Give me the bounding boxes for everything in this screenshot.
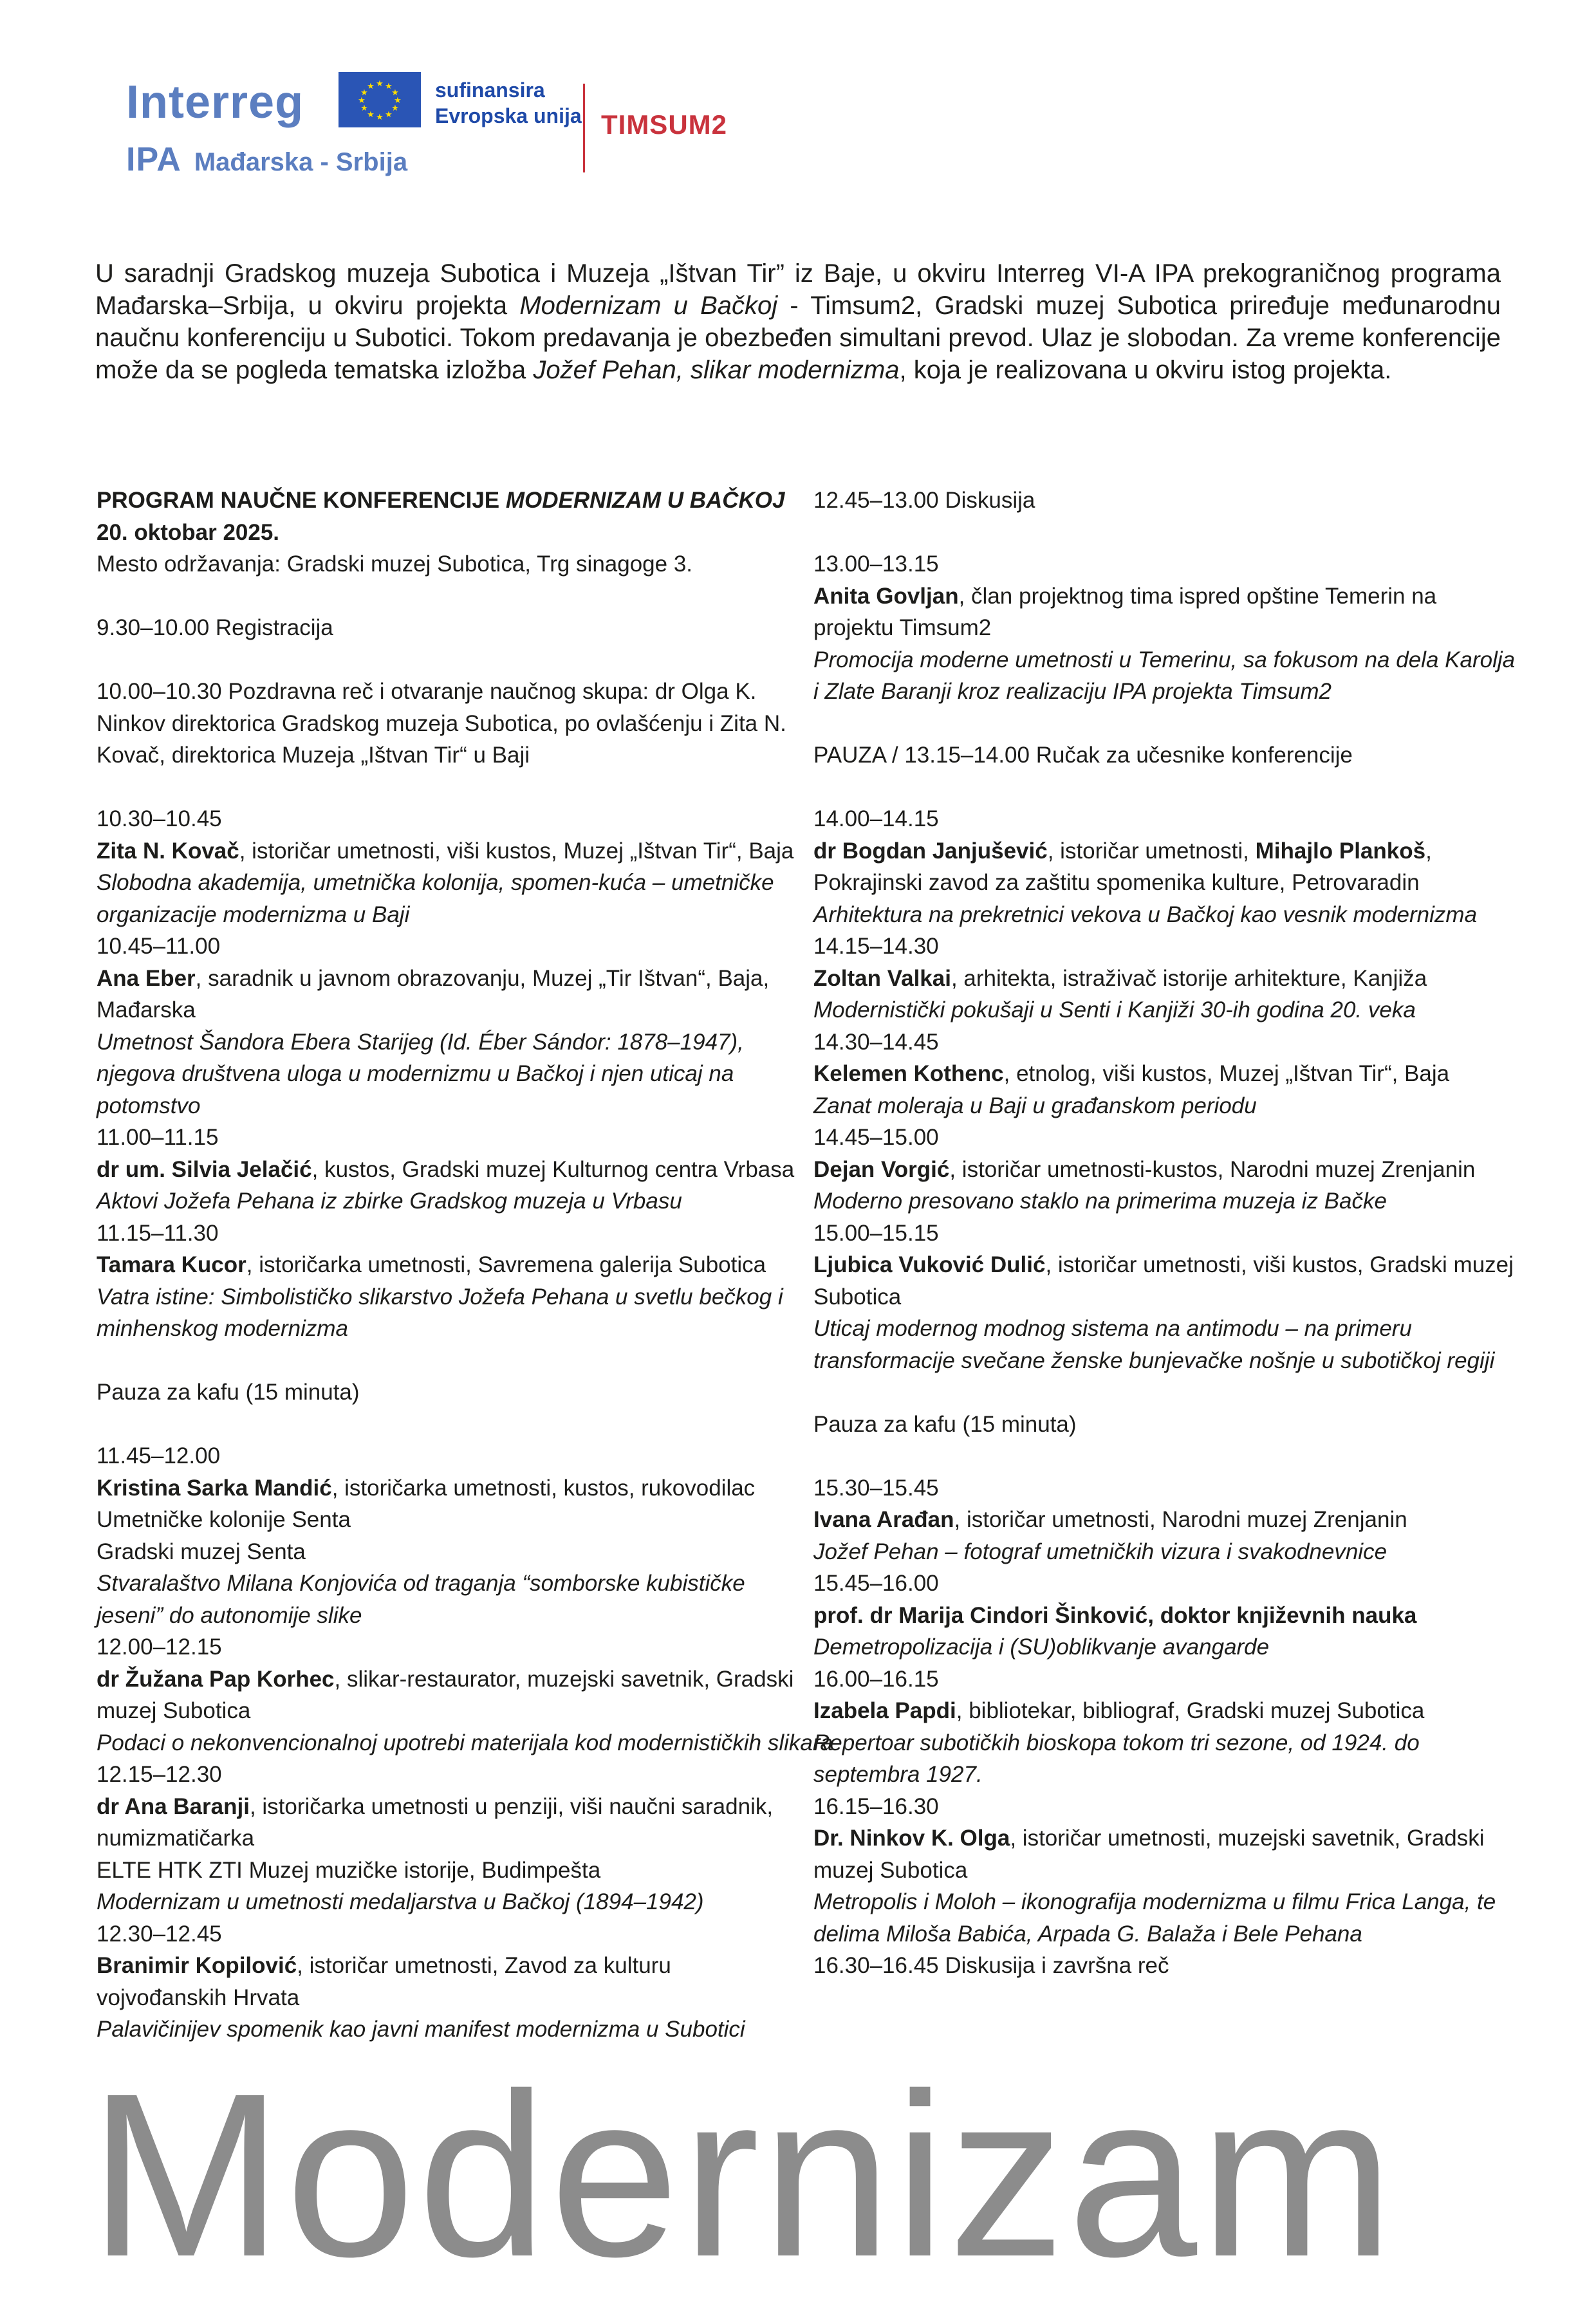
slot-time: 11.15–11.30 xyxy=(97,1220,219,1246)
speaker-role: , istoričarka umetnosti, Savremena galerija Subotica xyxy=(246,1252,766,1277)
program-left-column xyxy=(97,485,833,2046)
speaker xyxy=(813,580,1521,644)
talk-title: Slobodna akademija, umetnička kolonija, spomen-kuća – umetničke organizacije modernizma u Baji xyxy=(97,870,774,927)
intro-italic-1: Modernizam u Bačkoj xyxy=(519,292,778,320)
speaker xyxy=(97,963,798,1026)
speaker-name: dr um. Silvia Jelačić xyxy=(97,1156,312,1182)
speaker-role: , kustos, Gradski muzej Kulturnog centra Vrbasa xyxy=(311,1156,795,1182)
speaker xyxy=(813,1249,1521,1313)
talk-title: Promocija moderne umetnosti u Temerinu, sa fokusom na dela Karolja i Zlate Baranji kroz realizaciju IPA projekta Timsum2 xyxy=(813,647,1516,704)
speaker-name: Kelemen Kothenc xyxy=(813,1061,1004,1086)
svg-text:★: ★ xyxy=(367,110,375,120)
speaker-role: , etnolog, viši kustos, Muzej „Ištvan Tir“, Baja xyxy=(1003,1061,1450,1086)
speaker xyxy=(813,1058,1521,1090)
speaker-name: Ivana Arađan xyxy=(813,1507,954,1532)
speaker xyxy=(813,963,1521,995)
closing-discussion: 16.30–16.45 Diskusija i završna reč xyxy=(813,1953,1169,1978)
svg-text:★: ★ xyxy=(385,110,393,120)
talk-title: Metropolis i Moloh – ikonografija modernizma u filmu Frica Langa, te delima Miloša Babića, Arpada G. Balaža i Bele Pehana xyxy=(813,1889,1496,1947)
eu-line-1: sufinansira xyxy=(435,79,545,102)
talk-title: Modernistički pokušaji u Senti i Kanjiži 30-ih godina 20. veka xyxy=(813,997,1416,1023)
ipa-label: IPA xyxy=(126,141,181,178)
talk-title: Umetnost Šandora Ebera Starijeg (Id. Éber Sándor: 1878–1947), njegova društvena uloga u modernizmu u Bačkoj i njen uticaj na potomstvo xyxy=(97,1029,744,1118)
speaker-name: Zoltan Valkai xyxy=(813,965,951,991)
ipa-region xyxy=(126,140,407,179)
speaker-role: , istoričarka umetnosti, kustos, rukovodilac Umetničke kolonije Senta xyxy=(97,1475,756,1532)
speaker-name: Dr. Ninkov K. Olga xyxy=(813,1826,1010,1851)
svg-text:★: ★ xyxy=(360,88,368,98)
speaker-name: Ana Eber xyxy=(97,965,196,991)
eu-line-2: Evropska unija xyxy=(435,104,582,127)
slot-time: 14.30–14.45 xyxy=(813,1029,939,1055)
speaker-name: Ljubica Vuković Dulić xyxy=(813,1252,1046,1277)
svg-text:★: ★ xyxy=(358,96,366,106)
eu-cofunded-label xyxy=(435,77,582,129)
timsum2-logo: TIMSUM2 xyxy=(601,109,727,140)
speaker-role: , član projektnog tima ispred opštine Temerin na projektu Timsum2 xyxy=(813,583,1437,640)
slot-time: 15.30–15.45 xyxy=(813,1475,939,1501)
talk-title: Zanat moleraja u Baji u građanskom periodu xyxy=(813,1093,1257,1118)
svg-text:★: ★ xyxy=(385,82,393,91)
speaker-role: , bibliotekar, bibliograf, Gradski muzej Subotica xyxy=(956,1698,1425,1723)
speaker xyxy=(813,1504,1521,1536)
talk-title: Moderno presovano staklo na primerima muzeja iz Bačke xyxy=(813,1189,1387,1214)
svg-text:★: ★ xyxy=(360,104,368,113)
program-title-italic: MODERNIZAM U BAČKOJ xyxy=(505,488,785,513)
slot-time: 11.00–11.15 xyxy=(97,1125,219,1150)
program-venue: Mesto održavanja: Gradski muzej Subotica, Trg sinagoge 3. xyxy=(97,551,693,577)
logo-divider xyxy=(583,84,585,172)
speaker-institution: Gradski muzej Senta xyxy=(97,1539,306,1564)
talk-title: Stvaralaštvo Milana Konjovića od traganja “somborske kubističke jeseni” do autonomije slike xyxy=(97,1571,745,1628)
speaker-role-2: , Pokrajinski zavod za zaštitu spomenika kulture, Petrovaradin xyxy=(813,838,1432,895)
slot-time: 10.30–10.45 xyxy=(97,806,222,831)
intro-text-2: - Timsum2, Gradski muzej Subotica priređuje međunarodnu naučnu konferenciju u Subotici. Tokom predavanja je obezbeđen simultani prevod. Ulaz je slobodan. Za vreme konferencije može da se pogleda tematska izložba xyxy=(95,292,1501,384)
talk-title: Modernizam u umetnosti medaljarstva u Bačkoj (1894–1942) xyxy=(97,1889,704,1914)
speaker-role: , istoričar umetnosti-kustos, Narodni muzej Zrenjanin xyxy=(949,1156,1476,1182)
speaker-name: Branimir Kopilović xyxy=(97,1953,297,1978)
slot-time: 14.00–14.15 xyxy=(813,806,939,831)
speaker xyxy=(813,1822,1521,1886)
slot-time: 14.15–14.30 xyxy=(813,934,939,959)
speaker-name: dr Žužana Pap Korhec xyxy=(97,1666,335,1692)
talk-title: Aktovi Jožefa Pehana iz zbirke Gradskog muzeja u Vrbasu xyxy=(97,1189,682,1214)
slot-time: 15.00–15.15 xyxy=(813,1220,939,1246)
svg-text:★: ★ xyxy=(394,96,402,106)
slot-time: 12.30–12.45 xyxy=(97,1921,222,1947)
svg-text:★: ★ xyxy=(376,113,384,122)
slot-time: 10.45–11.00 xyxy=(97,934,221,959)
speaker xyxy=(813,1154,1521,1186)
talk-title: Uticaj modernog modnog sistema na antimodu – na primeru transformacije svečane ženske bunjevačke nošnje u subotičkoj regiji xyxy=(813,1316,1495,1373)
speaker-role: , arhitekta, istraživač istorije arhitekture, Kanjiža xyxy=(951,965,1427,991)
speaker xyxy=(97,1950,798,2013)
program-title-text: PROGRAM NAUČNE KONFERENCIJE xyxy=(97,488,506,513)
slot-time: 12.00–12.15 xyxy=(97,1634,222,1660)
speaker-role: , istoričar umetnosti, Zavod za kulturu vojvođanskih Hrvata xyxy=(97,1953,671,2010)
speaker-role: , slikar-restaurator, muzejski savetnik, Gradski muzej Subotica xyxy=(97,1666,794,1723)
slot-time: 16.15–16.30 xyxy=(813,1793,939,1819)
speaker-name: Izabela Papdi xyxy=(813,1698,956,1723)
interreg-wordmark: Interreg xyxy=(126,77,304,128)
registration: 9.30–10.00 Registracija xyxy=(97,615,333,640)
speaker-name: dr Ana Baranji xyxy=(97,1793,250,1819)
slot-time: 12.15–12.30 xyxy=(97,1762,222,1787)
speaker-role: , istoričar umetnosti, Narodni muzej Zrenjanin xyxy=(954,1507,1407,1532)
speaker xyxy=(813,1695,1521,1727)
speaker xyxy=(97,835,798,867)
talk-title: Repertoar subotičkih bioskopa tokom tri sezone, od 1924. do septembra 1927. xyxy=(813,1730,1420,1787)
slot-time: 14.45–15.00 xyxy=(813,1125,939,1150)
talk-title: Arhitektura na prekretnici vekova u Bačkoj kao vesnik modernizma xyxy=(813,902,1478,927)
speaker xyxy=(813,835,1521,899)
speaker-role: , istoričar umetnosti, muzejski savetnik, Gradski muzej Subotica xyxy=(813,1826,1485,1883)
talk-title: Jožef Pehan – fotograf umetničkih vizura i svakodnevnice xyxy=(813,1539,1387,1564)
speaker xyxy=(97,1791,798,1855)
talk-title: Demetropolizacija i (SU)oblikvanje avangarde xyxy=(813,1634,1270,1660)
speaker-name: Zita N. Kovač xyxy=(97,838,239,864)
speaker-name: Tamara Kucor xyxy=(97,1252,246,1277)
speaker-name: Anita Govljan xyxy=(813,583,959,609)
program-right-column xyxy=(813,485,1521,1982)
coffee-break: Pauza za kafu (15 minuta) xyxy=(97,1380,360,1405)
slot-time: 16.00–16.15 xyxy=(813,1666,939,1692)
lunch-break: PAUZA / 13.15–14.00 Ručak za učesnike konferencije xyxy=(813,743,1353,768)
talk-title: Vatra istine: Simbolističko slikarstvo Jožefa Pehana u svetlu bečkog i minhenskog modernizma xyxy=(97,1284,783,1341)
intro-text-3: , koja je realizovana u okviru istog projekta. xyxy=(899,356,1392,384)
svg-text:★: ★ xyxy=(391,88,399,98)
slot-time: 13.00–13.15 xyxy=(813,551,939,577)
opening: 10.00–10.30 Pozdravna reč i otvaranje naučnog skupa: dr Olga K. Ninkov direktorica Gradskog muzeja Subotica, po ovlašćenju i Zita N. Kovač, direktorica Muzeja „Ištvan Tir“ u Baji xyxy=(97,679,786,768)
intro-italic-2: Jožef Pehan, slikar modernizma xyxy=(533,356,900,384)
speaker-institution: ELTE HTK ZTI Muzej muzičke istorije, Budimpešta xyxy=(97,1857,601,1883)
region-label: Mađarska - Srbija xyxy=(194,148,408,176)
program-date: 20. oktobar 2025. xyxy=(97,519,280,545)
speaker-name: dr Bogdan Janjušević xyxy=(813,838,1048,864)
coffee-break: Pauza za kafu (15 minuta) xyxy=(813,1411,1077,1437)
speaker xyxy=(97,1472,798,1536)
speaker-name: Kristina Sarka Mandić xyxy=(97,1475,332,1501)
modernizam-wordmark: Modernizam xyxy=(89,2044,1396,2305)
svg-text:★: ★ xyxy=(391,104,399,113)
speaker-role: , istoričar umetnosti, xyxy=(1047,838,1256,864)
slot-time: 15.45–16.00 xyxy=(813,1571,939,1596)
speaker-name-2: Mihajlo Plankoš xyxy=(1255,838,1426,864)
speaker xyxy=(97,1154,798,1186)
speaker-role: , istoričar umetnosti, viši kustos, Gradski muzej Subotica xyxy=(813,1252,1514,1310)
svg-text:★: ★ xyxy=(376,79,384,89)
speaker-role: , istoričar umetnosti, viši kustos, Muzej „Ištvan Tir“, Baja xyxy=(239,838,794,864)
talk-title: Palavičinijev spomenik kao javni manifest modernizma u Subotici xyxy=(97,2017,745,2042)
slot-time: 11.45–12.00 xyxy=(97,1443,221,1468)
program-title xyxy=(97,485,798,517)
svg-text:★: ★ xyxy=(367,82,375,91)
speaker-name: prof. dr Marija Cindori Šinković, doktor književnih nauka xyxy=(813,1602,1417,1628)
speaker-name: Dejan Vorgić xyxy=(813,1156,950,1182)
speaker xyxy=(97,1663,798,1727)
intro-text-1: U saradnji Gradskog muzeja Subotica i Muzeja „Ištvan Tir” iz Baje, u okviru Interreg VI-A IPA prekograničnog programa Mađarska–Srbija, u okviru projekta xyxy=(95,259,1501,320)
speaker-role: , istoričarka umetnosti u penziji, viši naučni saradnik, numizmatičarka xyxy=(97,1793,774,1851)
discussion: 12.45–13.00 Diskusija xyxy=(813,488,1035,513)
eu-flag-icon xyxy=(339,72,421,127)
talk-title: Podaci o nekonvencionalnoj upotrebi materijala kod modernističkih slikara xyxy=(97,1730,833,1755)
speaker-role: , saradnik u javnom obrazovanju, Muzej „Tir Ištvan“, Baja, Mađarska xyxy=(97,965,770,1023)
speaker xyxy=(97,1249,798,1281)
intro-paragraph xyxy=(95,257,1501,386)
